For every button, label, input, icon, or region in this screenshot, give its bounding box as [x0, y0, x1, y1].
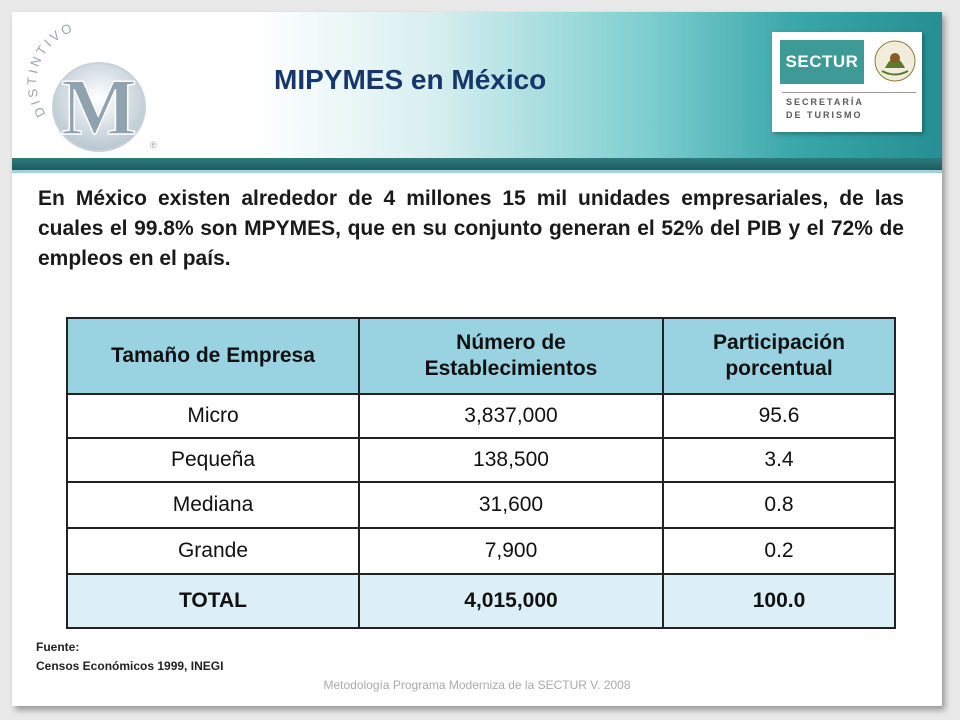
intro-paragraph: En México existen alrededor de 4 millones 15 mil unidades empresariales, de las cuales el 99.8% son MPYMES, que en su conjunto generan el 52% del PIB y el 72% de empleos en el país. — [38, 187, 904, 270]
cell-count: 138,500 — [359, 438, 663, 482]
logo-letter: M — [61, 64, 137, 152]
header-line: porcentual — [725, 357, 833, 380]
sectur-subtitle — [786, 96, 864, 122]
page-title: MIPYMES en México — [274, 64, 547, 95]
mexico-seal-icon — [872, 38, 918, 84]
table-row — [67, 482, 895, 528]
cell-size: Micro — [67, 394, 359, 438]
total-label: TOTAL — [67, 574, 359, 628]
sectur-name: SECTUR — [780, 40, 864, 84]
header-cell-participacion — [663, 318, 895, 394]
table-row — [67, 438, 895, 482]
sectur-sub-line-1: SECRETARÍA — [786, 97, 864, 107]
source-text: Censos Económicos 1999, INEGI — [36, 659, 224, 673]
table-header-row — [67, 318, 895, 394]
footer-text: Metodología Programa Moderniza de la SECTUR V. 2008 — [323, 678, 631, 692]
total-count: 4,015,000 — [359, 574, 663, 628]
table-row — [67, 528, 895, 574]
registered-mark: ® — [150, 140, 157, 150]
header-line: Participación — [713, 331, 845, 354]
cell-count: 3,837,000 — [359, 394, 663, 438]
logo-arc-text: DISTINTIVO — [24, 22, 77, 120]
cell-count: 31,600 — [359, 482, 663, 528]
header-divider-highlight — [12, 170, 942, 173]
header-line: Número de — [456, 331, 566, 354]
cell-count: 7,900 — [359, 528, 663, 574]
sectur-sub-line-2: DE TURISMO — [786, 110, 863, 120]
cell-size: Pequeña — [67, 438, 359, 482]
cell-percent: 95.6 — [663, 394, 895, 438]
sectur-logo — [772, 32, 922, 132]
header-cell-numero — [359, 318, 663, 394]
header-line: Establecimientos — [424, 357, 598, 380]
table-row — [67, 394, 895, 438]
source-label: Fuente: — [36, 640, 80, 654]
slide — [12, 12, 942, 706]
header-cell-tamano — [67, 318, 359, 394]
table-total-row — [67, 574, 895, 628]
cell-percent: 0.8 — [663, 482, 895, 528]
mipymes-table — [66, 317, 896, 629]
cell-percent: 3.4 — [663, 438, 895, 482]
sectur-divider — [782, 92, 916, 93]
total-percent: 100.0 — [663, 574, 895, 628]
cell-size: Mediana — [67, 482, 359, 528]
cell-percent: 0.2 — [663, 528, 895, 574]
header-line: Tamaño de Empresa — [111, 344, 315, 367]
cell-size: Grande — [67, 528, 359, 574]
distintivo-m-logo — [24, 22, 164, 162]
source-note — [36, 638, 223, 676]
